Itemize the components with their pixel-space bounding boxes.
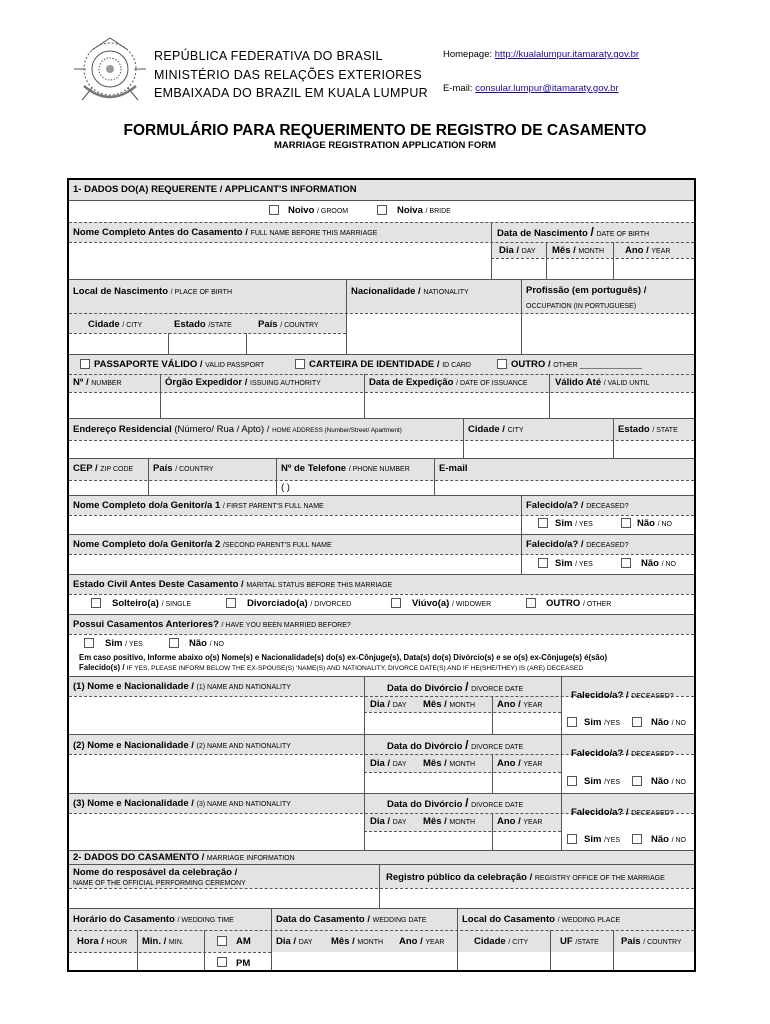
ex-3-deceased-yes-checkbox[interactable] xyxy=(567,834,577,844)
marital-status-label: Estado Civil Antes Deste Casamento / xyxy=(73,579,244,590)
phone-label-en: / PHONE NUMBER xyxy=(348,466,410,473)
wedding-city-label-en: / CITY xyxy=(508,939,529,946)
ex-2-divorce-date-label: Data do Divórcio xyxy=(387,741,463,752)
birth-date-label: Data de Nascimento xyxy=(497,228,588,239)
id-card-label: CARTEIRA DE IDENTIDADE / xyxy=(309,359,440,370)
hour-label: Hora / xyxy=(77,936,104,947)
other-doc-checkbox[interactable] xyxy=(497,359,507,369)
ex-3-no-label-en: / NO xyxy=(671,837,686,844)
bride-checkbox[interactable] xyxy=(377,205,387,215)
country-label-en: / COUNTRY xyxy=(280,322,319,329)
address-country-label-en: / COUNTRY xyxy=(175,466,214,473)
day-label-en: DAY xyxy=(521,248,536,255)
ex-2-month-label: Mês / xyxy=(423,758,447,769)
occupation-label: Profissão (em português) / xyxy=(526,285,647,296)
zip-label: CEP / xyxy=(73,463,98,474)
parent-1-deceased-label-en: DECEASED? xyxy=(586,503,629,510)
form-subtitle: MARRIAGE REGISTRATION APPLICATION FORM xyxy=(273,140,496,151)
ex-spouse-2-label-en: (2) NAME AND NATIONALITY xyxy=(196,743,291,750)
divorced-label: Divorciado(a) xyxy=(247,598,308,609)
ex-1-yes-label-en: /YES xyxy=(604,720,621,727)
header-line-2: MINISTÉRIO DAS RELAÇÕES EXTERIORES xyxy=(154,68,422,82)
address-label-en: HOME ADDRESS (Number/Street/ Apartment) xyxy=(272,427,402,434)
ex-2-deceased-no-checkbox[interactable] xyxy=(632,776,642,786)
ex-3-deceased-label-en: DECEASED? xyxy=(631,810,674,817)
address-state-label-en: / STATE xyxy=(652,427,678,434)
ex-spouse-1-label-en: (1) NAME AND NATIONALITY xyxy=(196,684,291,691)
month-label: Mês / xyxy=(552,245,576,256)
ex-1-divorce-date-label: Data do Divórcio xyxy=(387,683,463,694)
ex-2-day-label: Dia / xyxy=(370,758,391,769)
section-2-heading: 2- DADOS DO CASAMENTO / xyxy=(73,852,205,863)
passport-label: PASSAPORTE VÁLIDO / xyxy=(94,359,203,370)
single-label-en: / SINGLE xyxy=(161,601,192,608)
previous-marriage-no-checkbox[interactable] xyxy=(169,638,179,648)
ex-3-divorce-date-label: Data do Divórcio xyxy=(387,799,463,810)
ex-1-deceased-label: Falecido/a? / xyxy=(571,690,629,701)
nationality-label-en: NATIONALITY xyxy=(423,289,469,296)
valid-until-label: Válido Até xyxy=(555,377,602,388)
other-doc-label: OUTRO / xyxy=(511,359,551,370)
birth-date-label-en: DATE OF BIRTH xyxy=(596,231,650,238)
doc-number-label-en: NUMBER xyxy=(91,380,122,387)
other-status-label: OUTRO xyxy=(546,598,581,609)
email-label: E-mail: xyxy=(443,83,473,94)
other-status-label-en: / OTHER xyxy=(582,601,612,608)
section-2-heading-en: MARRIAGE INFORMATION xyxy=(206,855,295,862)
email-field-label: E-mail xyxy=(439,463,468,474)
groom-checkbox[interactable] xyxy=(269,205,279,215)
month-label-en: MONTH xyxy=(578,248,605,255)
widower-checkbox[interactable] xyxy=(391,598,401,608)
ex-1-no-label: Não xyxy=(651,717,669,728)
wedding-month-label: Mês / xyxy=(331,936,355,947)
ex-1-year-label: Ano / xyxy=(497,699,521,710)
state-label: Estado xyxy=(174,319,206,330)
parent-2-label: Nome Completo do/a Genitor/a 2 xyxy=(73,539,221,550)
previous-marriage-label-en: / HAVE YOU BEEN MARRIED BEFORE? xyxy=(221,622,351,629)
ex-2-day-label-en: DAY xyxy=(392,761,407,768)
wedding-country-label: País xyxy=(621,936,641,947)
ex-3-month-label: Mês / xyxy=(423,816,447,827)
valid-until-label-en: / VALID UNTIL xyxy=(603,380,650,387)
parent-1-no-label: Não xyxy=(637,518,655,529)
wedding-country-label-en: / COUNTRY xyxy=(643,939,682,946)
country-label: País xyxy=(258,319,278,330)
passport-label-en: VALID PASSPORT xyxy=(205,362,265,369)
groom-label: Noivo xyxy=(288,205,315,216)
address-state-label: Estado xyxy=(618,424,650,435)
wedding-state-label-en: /STATE xyxy=(575,939,599,946)
ex-2-deceased-yes-checkbox[interactable] xyxy=(567,776,577,786)
ex-3-day-label: Dia / xyxy=(370,816,391,827)
brazil-coat-of-arms-seal xyxy=(72,36,148,106)
form-title: FORMULÁRIO PARA REQUERIMENTO DE REGISTRO DE CASAMENTO xyxy=(123,122,647,139)
ex-3-divorce-date-label-en: DIVORCE DATE xyxy=(471,802,524,809)
issuing-authority-label: Órgão Expedidor / xyxy=(165,377,248,388)
passport-checkbox[interactable] xyxy=(80,359,90,369)
parent-1-label: Nome Completo do/a Genitor/a 1 xyxy=(73,500,221,511)
header-line-1: REPÚBLICA FEDERATIVA DO BRASIL xyxy=(154,49,383,63)
ex-3-deceased-no-checkbox[interactable] xyxy=(632,834,642,844)
year-label: Ano / xyxy=(625,245,649,256)
city-label-en: / CITY xyxy=(122,322,143,329)
marital-status-label-en: MARITAL STATUS BEFORE THIS MARRIAGE xyxy=(246,582,393,589)
ex-3-yes-label: Sim xyxy=(584,834,602,845)
groom-label-en: / GROOM xyxy=(317,208,349,215)
ex-2-no-label-en: / NO xyxy=(671,779,686,786)
wedding-month-label-en: MONTH xyxy=(357,939,384,946)
birth-place-label: Local de Nascimento xyxy=(73,286,169,297)
parent-1-no-label-en: / NO xyxy=(657,521,672,528)
parent-2-yes-label-en: / YES xyxy=(575,561,593,568)
ex-2-yes-label: Sim xyxy=(584,776,602,787)
ex-2-divorce-date-slash: / xyxy=(465,738,469,752)
phone-area-code-parens: ( ) xyxy=(281,482,290,493)
wedding-state-label: UF xyxy=(560,936,573,947)
divorced-label-en: / DIVORCED xyxy=(310,601,352,608)
full-name-label: Nome Completo Antes do Casamento / xyxy=(73,227,248,238)
ex-1-deceased-yes-checkbox[interactable] xyxy=(567,717,577,727)
widower-label: Viúvo(a) xyxy=(412,598,450,609)
hour-label-en: HOUR xyxy=(106,939,128,946)
am-checkbox[interactable] xyxy=(217,936,227,946)
doc-number-label: Nº / xyxy=(73,377,89,388)
ex-1-deceased-label-en: DECEASED? xyxy=(631,693,674,700)
wedding-date-label-en: WEDDING DATE xyxy=(372,917,427,924)
parent-2-label-en: /SECOND PARENT'S FULL NAME xyxy=(222,542,332,549)
id-card-label-en: ID CARD xyxy=(442,362,471,369)
city-label: Cidade xyxy=(88,319,120,330)
ex-1-yes-label: Sim xyxy=(584,717,602,728)
parent-2-no-label-en: / NO xyxy=(661,561,676,568)
ex-3-no-label: Não xyxy=(651,834,669,845)
officiant-label-en: NAME OF THE OFFICIAL PERFORMING CEREMONY xyxy=(73,880,246,887)
ex-3-year-label-en: YEAR xyxy=(523,819,543,826)
other-doc-label-en: OTHER ________________ xyxy=(553,362,642,369)
instructions-line-2-en: IF YES, PLEASE INFORM BELOW THE EX-SPOUSE(S) 'NAME(S) AND NATIONALITY, DIVORCE DATE(S) AND IF HE(SHE/THEY) IS (ARE) DECEASED xyxy=(126,665,584,672)
ex-spouse-2-label: (2) Nome e Nacionalidade / xyxy=(73,740,194,751)
wedding-year-label-en: YEAR xyxy=(425,939,445,946)
previous-marriage-no-label: Não xyxy=(189,638,207,649)
birth-place-label-en: / PLACE OF BIRTH xyxy=(170,289,233,296)
ex-2-deceased-label: Falecido/a? / xyxy=(571,748,629,759)
parent-1-yes-label-en: / YES xyxy=(575,521,593,528)
homepage-link[interactable]: http://kualalumpur.itamaraty.gov.br xyxy=(494,49,640,60)
parent-1-yes-label: Sim xyxy=(555,518,573,529)
ex-2-month-label-en: MONTH xyxy=(449,761,476,768)
issue-date-label-en: / DATE OF ISSUANCE xyxy=(456,380,528,387)
previous-marriage-yes-label: Sim xyxy=(105,638,123,649)
homepage-label: Homepage: xyxy=(443,49,493,60)
parent-1-deceased-yes-checkbox[interactable] xyxy=(538,518,548,528)
minute-label: Min. / xyxy=(142,936,167,947)
single-label: Solteiro(a) xyxy=(112,598,159,609)
ex-2-divorce-date-label-en: DIVORCE DATE xyxy=(471,744,524,751)
nationality-label: Nacionalidade / xyxy=(351,286,421,297)
ex-2-no-label: Não xyxy=(651,776,669,787)
address-label-detail: (Número/ Rua / Apto) / xyxy=(174,424,270,435)
day-label: Dia / xyxy=(499,245,520,256)
occupation-label-en: OCCUPATION (IN PORTUGUESE) xyxy=(526,303,637,310)
ex-3-yes-label-en: /YES xyxy=(604,837,621,844)
single-checkbox[interactable] xyxy=(91,598,101,608)
ex-3-deceased-label: Falecido/a? / xyxy=(571,807,629,818)
registry-office-label-en: REGISTRY OFFICE OF THE MARRIAGE xyxy=(534,875,665,882)
wedding-time-label: Horário do Casamento xyxy=(73,914,175,925)
issue-date-label: Data de Expedição xyxy=(369,377,454,388)
ex-spouse-3-label-en: (3) NAME AND NATIONALITY xyxy=(196,801,291,808)
wedding-day-label: Dia / xyxy=(276,936,297,947)
ex-1-month-label-en: MONTH xyxy=(449,702,476,709)
parent-1-deceased-label: Falecido/a? / xyxy=(526,500,584,511)
ex-1-deceased-no-checkbox[interactable] xyxy=(632,717,642,727)
address-country-label: País xyxy=(153,463,173,474)
ex-1-year-label-en: YEAR xyxy=(523,702,543,709)
ex-spouse-3-label: (3) Nome e Nacionalidade / xyxy=(73,798,194,809)
previous-marriage-label: Possui Casamentos Anteriores? xyxy=(73,619,219,630)
instructions-line-1: Em caso positivo, Informe abaixo o(s) Nome(s) e Nacionalidade(s) do(s) ex-Cônjuge(s), Data(s) do(s) Divórcio(s) e se o(s) ex-Cônjuge(s) é(são) xyxy=(79,653,608,662)
parent-1-deceased-no-checkbox[interactable] xyxy=(621,518,631,528)
wedding-city-label: Cidade xyxy=(474,936,506,947)
ex-1-day-label: Dia / xyxy=(370,699,391,710)
ex-3-year-label: Ano / xyxy=(497,816,521,827)
address-label: Endereço Residencial xyxy=(73,424,172,435)
officiant-label: Nome do resposável da celebração / xyxy=(73,867,238,878)
parent-2-no-label: Não xyxy=(641,558,659,569)
phone-label: Nº de Telefone xyxy=(281,463,347,474)
parent-2-deceased-no-checkbox[interactable] xyxy=(621,558,631,568)
ex-3-month-label-en: MONTH xyxy=(449,819,476,826)
parent-2-deceased-label: Falecido/a? / xyxy=(526,539,584,550)
instructions-line-2: Falecido(s) / xyxy=(79,663,125,672)
wedding-date-label: Data do Casamento / xyxy=(276,914,370,925)
ex-spouse-1-label: (1) Nome e Nacionalidade / xyxy=(73,681,194,692)
parent-2-yes-label: Sim xyxy=(555,558,573,569)
wedding-time-label-en: / WEDDING TIME xyxy=(177,917,234,924)
divorced-checkbox[interactable] xyxy=(226,598,236,608)
state-label-en: /STATE xyxy=(208,322,232,329)
parent-2-deceased-yes-checkbox[interactable] xyxy=(538,558,548,568)
ex-1-day-label-en: DAY xyxy=(392,702,407,709)
bride-label-en: / BRIDE xyxy=(425,208,451,215)
parent-1-label-en: / FIRST PARENT'S FULL NAME xyxy=(222,503,324,510)
previous-marriage-yes-checkbox[interactable] xyxy=(84,638,94,648)
ex-2-year-label-en: YEAR xyxy=(523,761,543,768)
bride-label: Noiva xyxy=(397,205,423,216)
ex-1-divorce-date-label-en: DIVORCE DATE xyxy=(471,686,524,693)
minute-label-en: MIN. xyxy=(168,939,184,946)
registry-office-label: Registro público da celebração / xyxy=(386,872,533,883)
zip-label-en: ZIP CODE xyxy=(100,466,134,473)
address-city-label-en: CITY xyxy=(507,427,524,434)
address-city-label: Cidade / xyxy=(468,424,505,435)
section-1-heading: 1- DADOS DO(A) REQUERENTE / APPLICANT'S INFORMATION xyxy=(73,184,357,195)
wedding-day-label-en: DAY xyxy=(298,939,313,946)
ex-3-day-label-en: DAY xyxy=(392,819,407,826)
ex-3-divorce-date-slash: / xyxy=(465,796,469,810)
wedding-place-label: Local do Casamento xyxy=(462,914,555,925)
previous-marriage-no-label-en: / NO xyxy=(209,641,224,648)
parent-2-deceased-label-en: DECEASED? xyxy=(586,542,629,549)
header-line-3: EMBAIXADA DO BRAZIL EM KUALA LUMPUR xyxy=(154,86,428,100)
am-label: AM xyxy=(236,936,251,947)
previous-marriage-yes-label-en: / YES xyxy=(125,641,143,648)
email-link[interactable]: consular.lumpur@itamaraty.gov.br xyxy=(475,83,619,94)
wedding-year-label: Ano / xyxy=(399,936,423,947)
year-label-en: YEAR xyxy=(651,248,671,255)
ex-2-yes-label-en: /YES xyxy=(604,779,621,786)
ex-1-no-label-en: / NO xyxy=(671,720,686,727)
issuing-authority-label-en: ISSUING AUTHORITY xyxy=(250,380,321,387)
widower-label-en: / WIDOWER xyxy=(451,601,492,608)
ex-2-deceased-label-en: DECEASED? xyxy=(631,751,674,758)
wedding-place-label-en: / WEDDING PLACE xyxy=(557,917,621,924)
other-status-checkbox[interactable] xyxy=(526,598,536,608)
birth-date-slash: / xyxy=(590,225,594,239)
ex-1-month-label: Mês / xyxy=(423,699,447,710)
pm-label: PM xyxy=(236,958,251,969)
ex-1-divorce-date-slash: / xyxy=(465,680,469,694)
id-card-checkbox[interactable] xyxy=(295,359,305,369)
full-name-label-en: FULL NAME BEFORE THIS MARRIAGE xyxy=(250,230,378,237)
ex-2-year-label: Ano / xyxy=(497,758,521,769)
pm-checkbox[interactable] xyxy=(217,957,227,967)
